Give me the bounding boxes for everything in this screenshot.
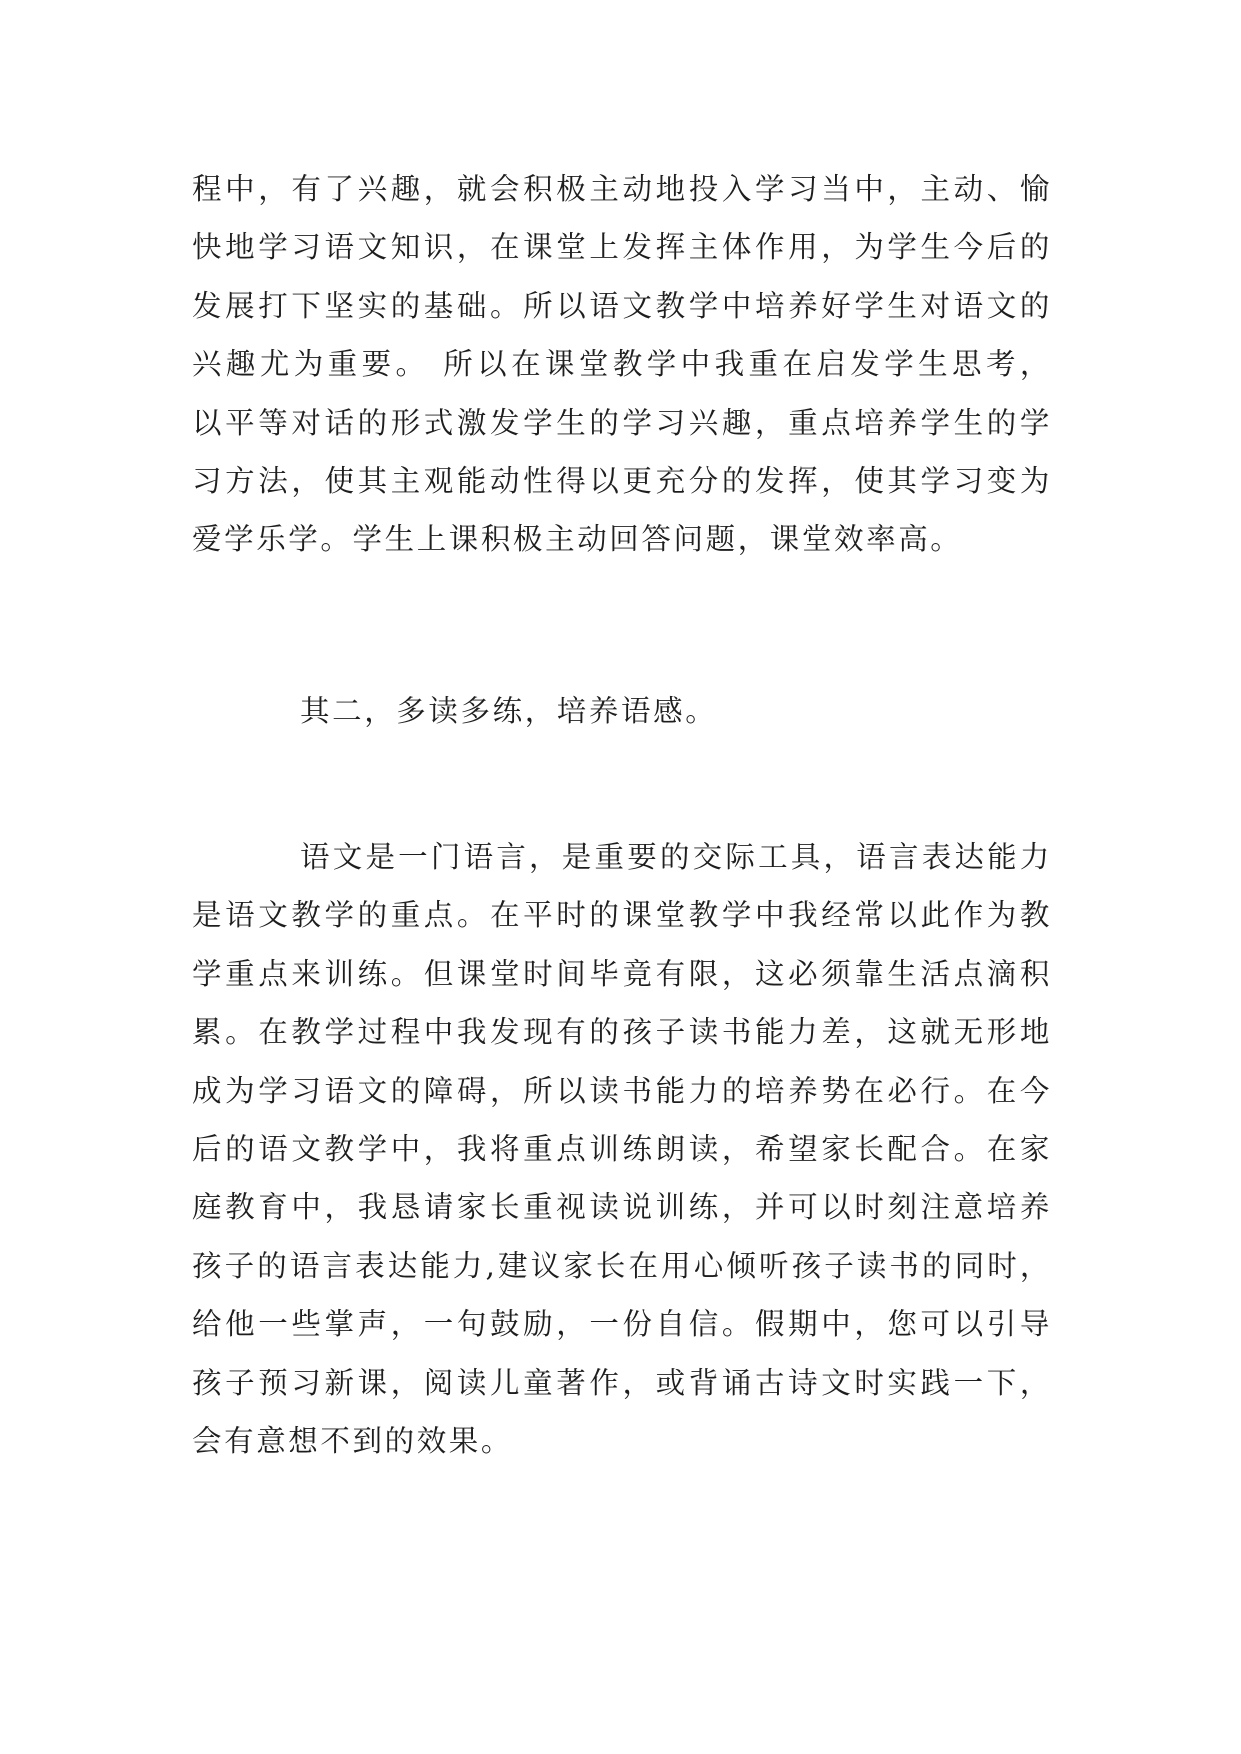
- text-line: 孩子预习新课，阅读儿童著作，或背诵古诗文时实践一下，: [192, 1365, 1052, 1400]
- text-line: 会有意想不到的效果。: [192, 1424, 514, 1459]
- text-line: 兴趣尤为重要。 所以在课堂教学中我重在启发学生思考，: [192, 347, 1052, 382]
- text-line: 后的语文教学中，我将重点训练朗读，希望家长配合。在家: [192, 1132, 1052, 1167]
- paragraph-interest: [192, 160, 1052, 569]
- text-line: 累。在教学过程中我发现有的孩子读书能力差，这就无形地: [192, 1015, 1052, 1050]
- text-line: 是语文教学的重点。在平时的课堂教学中我经常以此作为教: [192, 898, 1052, 933]
- text-line: 习方法，使其主观能动性得以更充分的发挥，使其学习变为: [192, 464, 1052, 499]
- text-line: 成为学习语文的障碍，所以读书能力的培养势在必行。在今: [192, 1073, 1052, 1108]
- text-line: 语文是一门语言，是重要的交际工具，语言表达能力: [300, 840, 1052, 874]
- text-line: 孩子的语言表达能力,建议家长在用心倾听孩子读书的同时，: [192, 1248, 1052, 1283]
- text-line: 以平等对话的形式激发学生的学习兴趣，重点培养学生的学: [192, 405, 1052, 440]
- text-line: 学重点来训练。但课堂时间毕竟有限，这必须靠生活点滴积: [192, 956, 1052, 991]
- text-line: 发展打下坚实的基础。所以语文教学中培养好学生对语文的: [192, 288, 1052, 323]
- text-line: 给他一些掌声，一句鼓励，一份自信。假期中，您可以引导: [192, 1307, 1052, 1342]
- text-line: 爱学乐学。学生上课积极主动回答问题，课堂效率高。: [192, 522, 963, 557]
- paragraph-reading-practice: [192, 828, 1052, 1470]
- text-line: 程中，有了兴趣，就会积极主动地投入学习当中，主动、愉: [192, 172, 1052, 206]
- section-heading-second: [192, 682, 1052, 740]
- text-line: 庭教育中，我恳请家长重视读说训练，并可以时刻注意培养: [192, 1190, 1052, 1225]
- text-line: 快地学习语文知识，在课堂上发挥主体作用，为学生今后的: [192, 230, 1052, 265]
- heading-text: 其二，多读多练，培养语感。: [300, 694, 718, 728]
